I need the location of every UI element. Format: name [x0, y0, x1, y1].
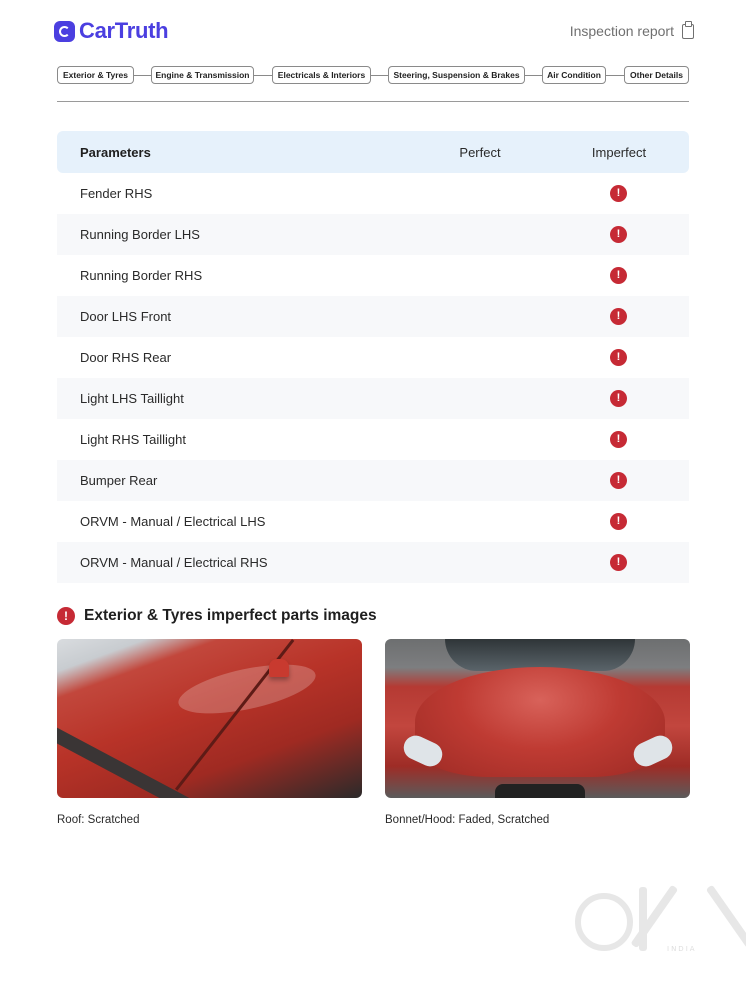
column-perfect: Perfect [459, 144, 501, 160]
row-parameter: Door RHS Rear [80, 350, 172, 365]
photo-antenna [269, 659, 289, 677]
tab-steering-suspension-brakes[interactable]: Steering, Suspension & Brakes [388, 66, 525, 84]
tab-air-condition[interactable]: Air Condition [542, 66, 606, 84]
bonnet-caption: Bonnet/Hood: Faded, Scratched [385, 814, 550, 826]
table-row [57, 501, 689, 542]
row-parameter: Bumper Rear [80, 473, 158, 488]
table-row [57, 296, 689, 337]
row-parameter: Light RHS Taillight [80, 432, 186, 447]
section-stepper [57, 66, 689, 84]
table-row [57, 255, 689, 296]
olx-watermark [575, 885, 715, 955]
tab-other-details[interactable]: Other Details [624, 66, 689, 84]
alert-circle-icon: ! [610, 226, 627, 243]
table-row [57, 460, 689, 501]
alert-circle-icon: ! [610, 472, 627, 489]
alert-circle-icon: ! [610, 349, 627, 366]
header [54, 18, 694, 48]
bonnet-photo[interactable] [385, 639, 690, 798]
inspection-report-link[interactable] [570, 23, 694, 39]
watermark-india: INDIA [667, 945, 697, 953]
row-parameter: Running Border RHS [80, 268, 203, 283]
parameters-table [57, 131, 689, 583]
clipboard-icon [682, 24, 694, 39]
alert-circle-icon: ! [610, 185, 627, 202]
column-parameters: Parameters [80, 144, 151, 160]
tab-electricals-interiors[interactable]: Electricals & Interiors [272, 66, 371, 84]
tab-engine-transmission[interactable]: Engine & Transmission [151, 66, 254, 84]
row-parameter: Door LHS Front [80, 309, 172, 324]
photo-grille [495, 784, 585, 798]
row-parameter: Light LHS Taillight [80, 391, 184, 406]
table-row [57, 378, 689, 419]
brand-name: CarTruth [79, 18, 169, 43]
alert-circle-icon: ! [610, 308, 627, 325]
table-row [57, 419, 689, 460]
cartruth-logo-icon [54, 21, 75, 42]
alert-circle-icon: ! [610, 513, 627, 530]
table-row [57, 173, 689, 214]
table-row [57, 337, 689, 378]
photo-glare [174, 655, 319, 723]
row-parameter: Fender RHS [80, 186, 153, 201]
inspection-report-label: Inspection report [569, 23, 674, 39]
alert-circle-icon: ! [610, 554, 627, 571]
table-row [57, 542, 689, 583]
section-title: Exterior & Tyres imperfect parts images [84, 607, 377, 624]
table-body [57, 173, 689, 583]
row-parameter: Running Border LHS [80, 227, 200, 242]
alert-circle-icon: ! [610, 267, 627, 284]
row-parameter: ORVM - Manual / Electrical LHS [80, 514, 266, 529]
roof-photo[interactable] [57, 639, 362, 798]
alert-circle-icon: ! [610, 431, 627, 448]
alert-circle-icon: ! [610, 390, 627, 407]
table-row [57, 214, 689, 255]
roof-caption: Roof: Scratched [57, 814, 140, 826]
brand-logo[interactable] [54, 18, 168, 44]
imperfect-images-heading [57, 607, 377, 625]
watermark-o [575, 893, 633, 951]
column-imperfect: Imperfect [591, 144, 647, 160]
tab-exterior-tyres[interactable]: Exterior & Tyres [57, 66, 134, 84]
header-divider [57, 101, 689, 102]
alert-circle-icon: ! [57, 607, 75, 625]
watermark-x-stroke [706, 885, 746, 949]
watermark-x-stroke [630, 885, 678, 949]
row-parameter: ORVM - Manual / Electrical RHS [80, 555, 268, 570]
photo-hood [415, 667, 665, 777]
table-header [57, 131, 689, 173]
